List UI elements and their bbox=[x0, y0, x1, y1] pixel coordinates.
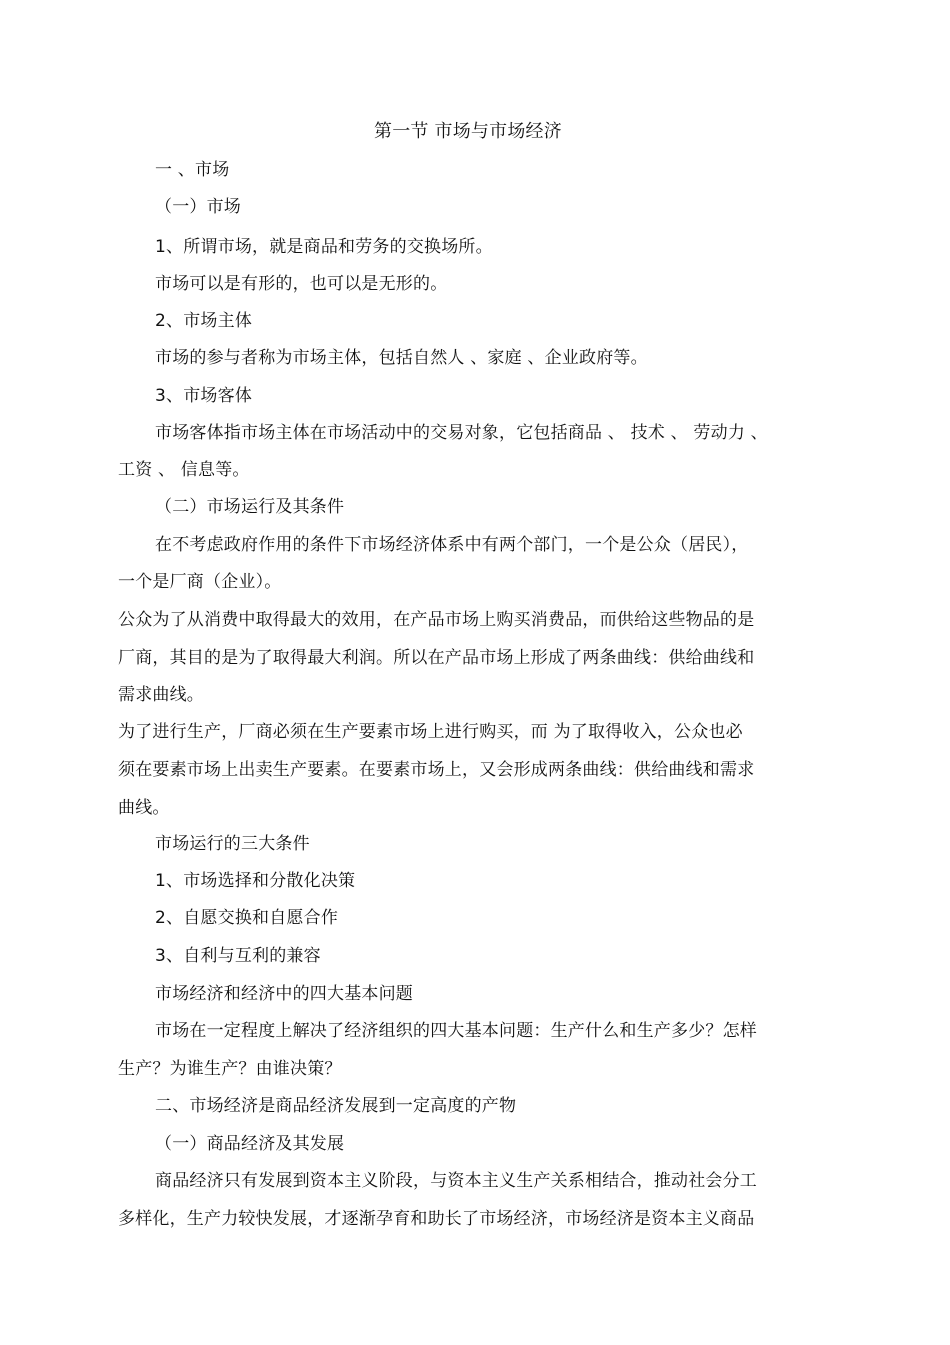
paragraph-line: 须在要素市场上出卖生产要素。在要素市场上，又会形成两条曲线：供给曲线和需求 bbox=[118, 760, 755, 780]
paragraph-line: 生产？为谁生产？由谁决策？ bbox=[118, 1059, 342, 1079]
list-item: 2、自愿交换和自愿合作 bbox=[155, 908, 339, 928]
paragraph-line: 市场客体指市场主体在市场活动中的交易对象，它包括商品 、 技术 、 劳动力 、 bbox=[155, 423, 768, 443]
paragraph-line: 一个是厂商（企业）。 bbox=[118, 572, 282, 592]
section-title: 第一节 市场与市场经济 bbox=[374, 121, 562, 142]
paragraph-line: 工资 、 信息等。 bbox=[118, 460, 250, 480]
paragraph-line: 市场的参与者称为市场主体，包括自然人 、家庭 、企业政府等。 bbox=[155, 348, 648, 368]
heading-market-economy: 二、市场经济是商品经济发展到一定高度的产物 bbox=[155, 1096, 517, 1116]
list-item: 3、自利与互利的兼容 bbox=[155, 946, 321, 966]
paragraph-line: 曲线。 bbox=[118, 798, 170, 818]
paragraph-line: 1、所谓市场，就是商品和劳务的交换场所。 bbox=[155, 237, 493, 257]
list-item-heading: 2、市场主体 bbox=[155, 311, 253, 331]
subheading-commodity-economy: （一）商品经济及其发展 bbox=[155, 1134, 345, 1154]
paragraph-line: 市场在一定程度上解决了经济组织的四大基本问题：生产什么和生产多少？怎样 bbox=[155, 1021, 757, 1041]
paragraph-line: 多样化，生产力较快发展，才逐渐孕育和助长了市场经济，市场经济是资本主义商品 bbox=[118, 1209, 755, 1229]
list-item-heading: 3、市场客体 bbox=[155, 386, 253, 406]
paragraph-line: 在不考虑政府作用的条件下市场经济体系中有两个部门，一个是公众（居民）， bbox=[155, 535, 749, 555]
paragraph-line: 公众为了从消费中取得最大的效用，在产品市场上购买消费品，而供给这些物品的是 bbox=[118, 610, 755, 630]
subheading-three-conditions: 市场运行的三大条件 bbox=[155, 834, 310, 854]
subheading-market: （一）市场 bbox=[155, 197, 241, 217]
paragraph-line: 厂商，其目的是为了取得最大利润。所以在产品市场上形成了两条曲线：供给曲线和 bbox=[118, 648, 755, 668]
list-item: 1、市场选择和分散化决策 bbox=[155, 871, 356, 891]
paragraph-line: 需求曲线。 bbox=[118, 685, 204, 705]
paragraph-line: 市场可以是有形的，也可以是无形的。 bbox=[155, 274, 448, 294]
paragraph-line: 商品经济只有发展到资本主义阶段，与资本主义生产关系相结合，推动社会分工 bbox=[155, 1171, 757, 1191]
subheading-market-operation: （二）市场运行及其条件 bbox=[155, 497, 345, 517]
subheading-four-problems: 市场经济和经济中的四大基本问题 bbox=[155, 984, 413, 1004]
heading-market: 一 、市场 bbox=[155, 160, 230, 180]
paragraph-line: 为了进行生产，厂商必须在生产要素市场上进行购买，而 为了取得收入，公众也必 bbox=[118, 722, 743, 742]
